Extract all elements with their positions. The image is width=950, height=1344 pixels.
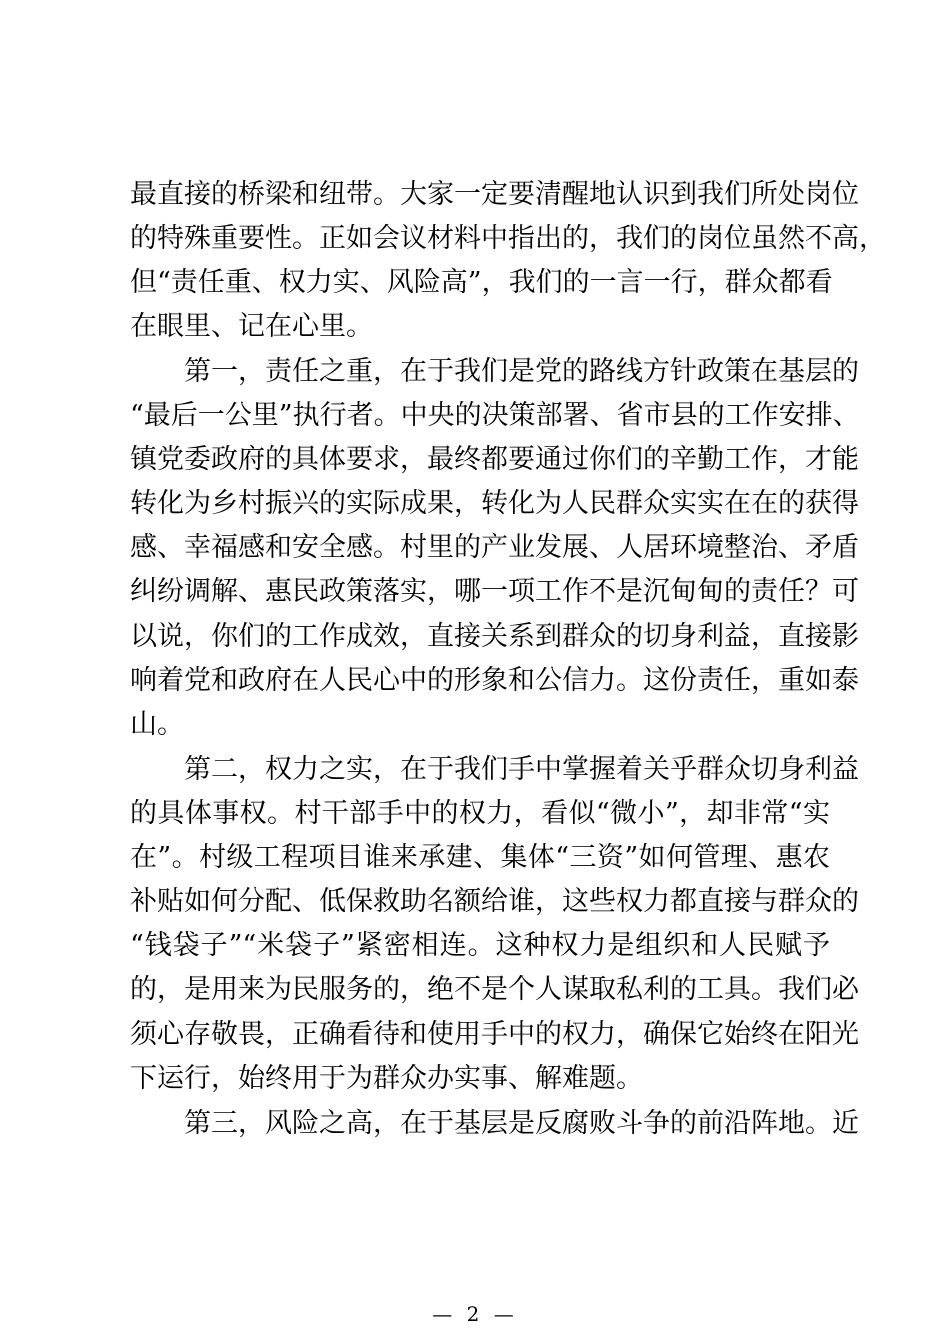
text-line: 在”。村级工程项目谁来承建、集体“三资”如何管理、惠农 <box>130 842 830 873</box>
text-line: 第三，风险之高，在于基层是反腐败斗争的前沿阵地。近 <box>130 1108 859 1139</box>
text-line: 感、幸福感和安全感。村里的产业发展、人居环境整治、矛盾 <box>130 532 859 563</box>
page-number: — 2 — <box>432 1302 518 1326</box>
text-line: 第一，责任之重，在于我们是党的路线方针政策在基层的 <box>130 356 859 387</box>
text-line: 的特殊重要性。正如会议材料中指出的，我们的岗位虽然不高， <box>130 223 886 254</box>
text-line: “钱袋子”“米袋子”紧密相连。这种权力是组织和人民赋予 <box>130 930 830 961</box>
text-line: 但“责任重、权力实、风险高”，我们的一言一行，群众都看 <box>130 267 833 298</box>
text-line: 以说，你们的工作成效，直接关系到群众的切身利益，直接影 <box>130 621 859 652</box>
text-line: 最直接的桥梁和纽带。大家一定要清醒地认识到我们所处岗位 <box>130 179 859 210</box>
text-line: 转化为乡村振兴的实际成果，转化为人民群众实实在在的获得 <box>130 488 859 519</box>
text-line: 下运行，始终用于为群众办实事、解难题。 <box>130 1063 643 1094</box>
text-line: 第二，权力之实，在于我们手中掌握着关乎群众切身利益 <box>130 754 859 785</box>
text-line: 纠纷调解、惠民政策落实，哪一项工作不是沉甸甸的责任？可 <box>130 576 859 607</box>
text-line: 在眼里、记在心里。 <box>130 311 373 342</box>
text-line: 响着党和政府在人民心中的形象和公信力。这份责任，重如泰 <box>130 665 859 696</box>
text-line: 的具体事权。村干部手中的权力，看似“微小”，却非常“实 <box>130 798 830 829</box>
text-line: 的，是用来为民服务的，绝不是个人谋取私利的工具。我们必 <box>130 974 859 1005</box>
text-line: 须心存敬畏，正确看待和使用手中的权力，确保它始终在阳光 <box>130 1019 859 1050</box>
text-line: 补贴如何分配、低保救助名额给谁，这些权力都直接与群众的 <box>130 886 859 917</box>
text-line: 镇党委政府的具体要求，最终都要通过你们的辛勤工作，才能 <box>130 444 859 475</box>
text-line: “最后一公里”执行者。中央的决策部署、省市县的工作安排、 <box>130 400 860 431</box>
text-line: 山。 <box>130 709 184 740</box>
